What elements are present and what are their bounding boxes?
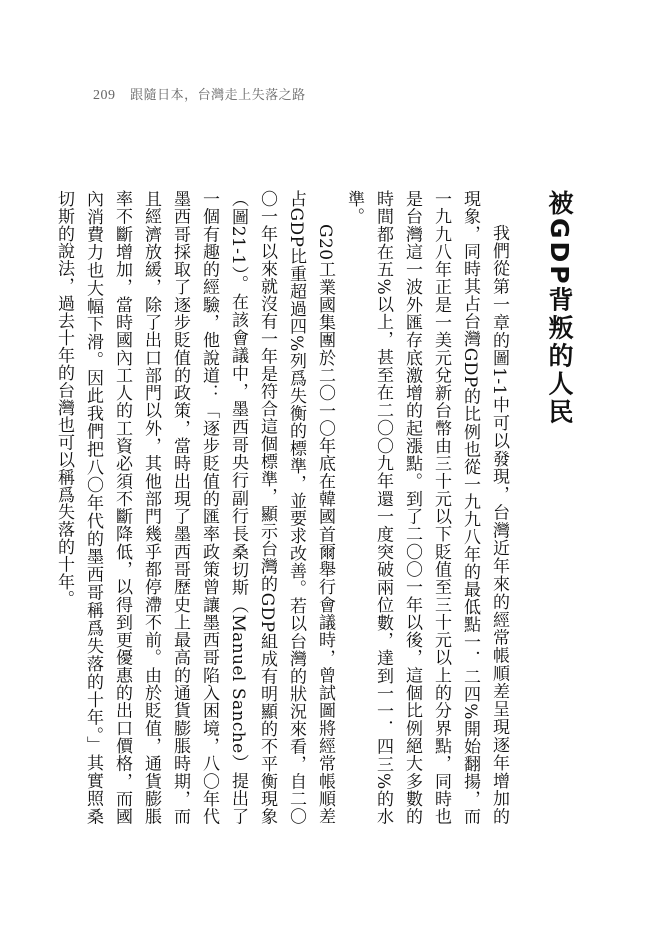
section-title: 被GDP背叛的人民: [545, 190, 574, 427]
page-body: [54, 190, 582, 825]
paragraph-1: 我們從第一章的圖1-1中可以發現，台灣近年來的經常帳順差呈現逐年增加的現象，同時其占台灣GDP的比例也從一九九八年的最低點一．二四%開始翻揚，而一九九八年正是一美元兌新台幣由三十元以下貶值至三十元以上的分界點，同時也是台灣這一波外匯存底激增的起漲點。到了二〇〇一年以後，這個比例絕大多數的時間都在五%以上，甚至在二〇〇九年還一度突破兩位數，達到一一．四三%的水準。: [344, 190, 509, 825]
running-header: [93, 84, 306, 104]
running-title: 跟隨日本，台灣走上失落之路: [130, 88, 306, 103]
page-number: 209: [93, 88, 116, 103]
paragraph-2: G20工業國集團於二〇一〇年底在韓國首爾舉行會議時，曾試圖將經常帳順差占GDP比重超過四%列爲失衡的標準，並要求改善。若以台灣的狀況來看，自二〇〇一年以來就沒有一年是符合這個標準，顯示台灣的GDP組成有明顯的不平衡現象（圖21-1）。在該會議中，墨西哥央行副行長桑切斯（Manuel Sanche）提出了一個有趣的經驗，他說道：「逐步貶值的匯率政策曾讓墨西哥陷入困境，八〇年代墨西哥採取了逐步貶值的政策，當時出現了墨西哥歷史上最高的通貨膨脹時期，而且經濟放緩，除了出口部門以外，其他部門幾乎都停滯不前。由於貶值，通貨膨脹率不斷增加，當時國內工人的工資必須不斷降低，以得到更優惠的出口價格，而國內消費力也大幅下滑。因此我們把八〇年代的墨西哥稱爲失落的十年。」其實照桑切斯的說法，過去十年的台灣也可以稱爲失落的十年。: [54, 190, 335, 825]
